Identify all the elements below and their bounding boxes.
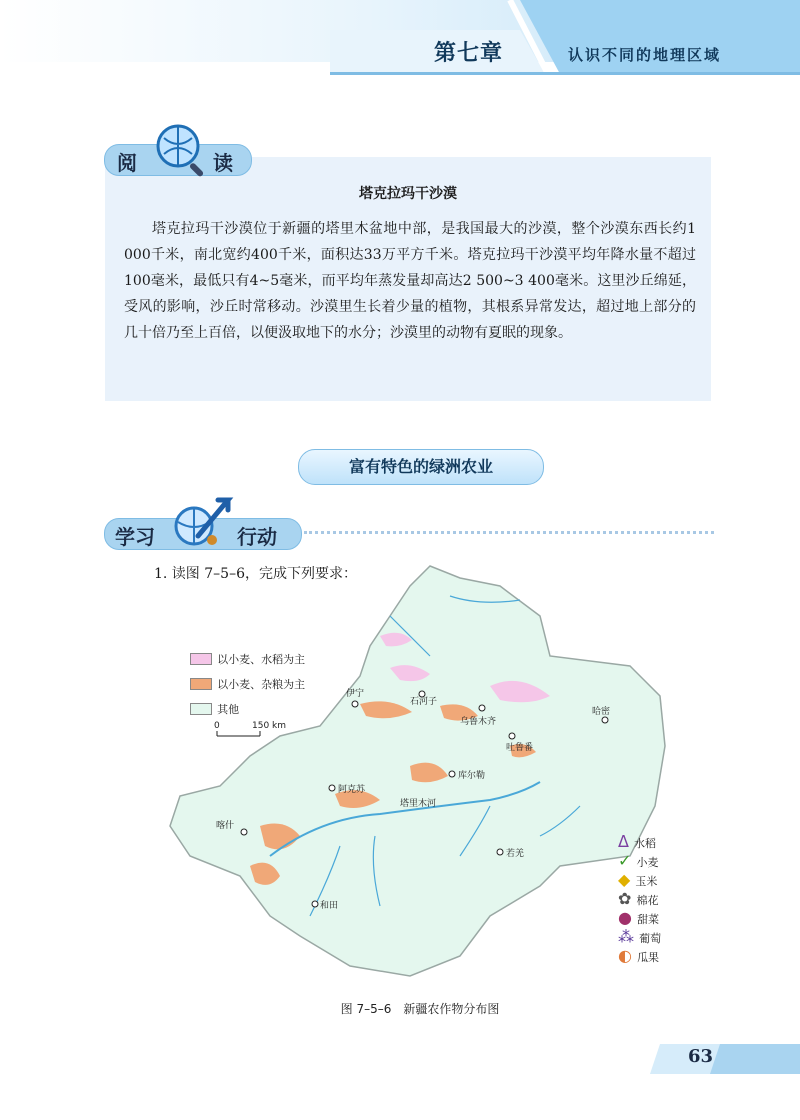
figure-caption: 图 7–5–6 新疆农作物分布图 — [340, 1002, 500, 1016]
header-band — [0, 0, 800, 80]
city-kashgar: 喀什 — [216, 821, 235, 831]
city-yining: 伊宁 — [346, 689, 365, 699]
legend-swatch-wheat-rice — [190, 653, 212, 665]
crop-cotton: 棉花 — [636, 894, 659, 907]
cotton-icon: ✿ — [618, 889, 632, 908]
city-hami: 哈密 — [592, 707, 611, 717]
legend-swatch-wheat-grain — [190, 678, 212, 690]
magnifier-globe-icon — [150, 120, 212, 184]
city-turpan: 吐鲁番 — [506, 743, 534, 753]
map-svg — [160, 556, 680, 996]
reading-title: 塔克拉玛干沙漠 — [359, 186, 457, 202]
rice-icon: ᐃ — [618, 832, 629, 851]
city-hotan: 和田 — [320, 901, 339, 911]
crop-sugar-beet: 甜菜 — [637, 913, 660, 926]
sugar-beet-icon: ● — [618, 908, 632, 927]
crop-melon: 瓜果 — [637, 951, 660, 964]
chapter-number: 第七章 — [434, 40, 504, 66]
river-label: 塔里木河 — [400, 799, 437, 809]
scale-distance: 150 km — [252, 721, 287, 731]
city-shihezi: 石河子 — [410, 697, 438, 707]
corn-icon: ◆ — [618, 870, 631, 889]
activity-tab-char-1: 学习 — [115, 525, 155, 549]
grape-icon: ⁂ — [618, 927, 634, 946]
city-urumqi: 乌鲁木齐 — [460, 717, 497, 727]
reading-paragraph: 塔克拉玛干沙漠位于新疆的塔里木盆地中部，是我国最大的沙漠，整个沙漠东西长约1 000千米，南北宽约400千米，面积达33万平方千米。塔克拉玛干沙漠平均年降水量不超过100毫米，最低只有4~5毫米，而平均年蒸发量却高达2 500~3 400毫米。这里沙丘绵延，受风的影响，沙丘时常移动。沙漠里生长着少量的植物，其根系异常发达，超过地上部分的几十倍乃至上百倍，以便汲取地下的水分；沙漠里的动物有夏眠的现象。 — [124, 221, 696, 341]
page-number-band — [650, 1040, 800, 1076]
city-aksu: 阿克苏 — [338, 785, 366, 795]
scale-zero: 0 — [214, 721, 220, 731]
section-banner: 富有特色的绿洲农业 — [298, 449, 544, 485]
legend-other: 其他 — [217, 703, 240, 716]
reading-tab-char-1: 阅 — [117, 151, 137, 175]
chapter-title: 认识不同的地理区域 — [568, 46, 722, 64]
task-instruction: 1. 读图 7–5–6，完成下列要求： — [154, 566, 357, 582]
page-number: 63 — [688, 1046, 714, 1067]
reading-tab-char-2: 读 — [213, 151, 233, 175]
legend-wheat-grain: 以小麦、杂粮为主 — [217, 678, 306, 691]
crop-legend — [618, 832, 661, 965]
wheat-icon: ✓ — [618, 851, 632, 870]
activity-tab-char-2: 行动 — [237, 525, 277, 549]
city-korla: 库尔勒 — [458, 771, 486, 781]
crop-rice: 水稻 — [634, 837, 657, 850]
city-ruoqiang: 若羌 — [506, 849, 525, 859]
globe-arrow-icon — [168, 492, 240, 554]
crop-grape: 葡萄 — [639, 932, 662, 945]
legend-wheat-rice: 以小麦、水稻为主 — [217, 653, 306, 666]
xinjiang-crop-map — [160, 556, 680, 996]
legend-swatch-other — [190, 703, 212, 715]
crop-corn: 玉米 — [635, 875, 658, 888]
area-legend — [190, 648, 305, 717]
activity-divider — [304, 531, 714, 534]
crop-wheat: 小麦 — [636, 856, 659, 869]
melon-icon: ◐ — [618, 946, 632, 965]
